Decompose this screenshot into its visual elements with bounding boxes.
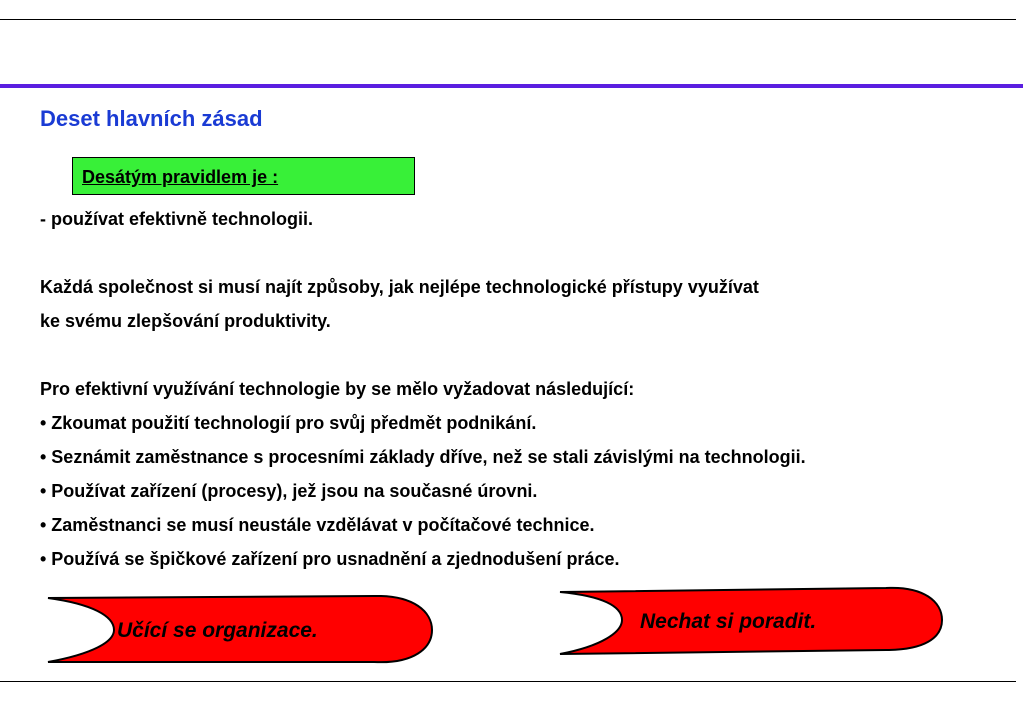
header-accent-divider	[0, 84, 1023, 88]
bullet-item: • Používá se špičkové zařízení pro usnadnění a zjednodušení práce.	[40, 549, 620, 569]
bullet-item: • Seznámit zaměstnance s procesními základy dříve, než se stali závislými na technologii.	[40, 447, 806, 467]
left-shape-label: Učící se organizace.	[117, 619, 318, 642]
rule-label-text: Desátým pravidlem je :	[82, 167, 279, 187]
bullet-item: • Používat zařízení (procesy), jež jsou na současné úrovni.	[40, 481, 538, 501]
top-divider	[0, 19, 1016, 20]
rule-label-box	[72, 157, 415, 195]
paragraph-1-line-1: Každá společnost si musí najít způsoby, jak nejlépe technologické přístupy využívat	[40, 277, 759, 297]
paragraph-1-line-2: ke svému zlepšování produktivity.	[40, 311, 331, 331]
right-shape-label: Nechat si poradit.	[640, 610, 817, 633]
paragraph-2: Pro efektivní využívání technologie by se mělo vyžadovat následující:	[40, 379, 635, 399]
bullet-item: • Zaměstnanci se musí neustále vzdělávat v počítačové technice.	[40, 515, 595, 535]
bullet-item: • Zkoumat použití technologií pro svůj předmět podnikání.	[40, 413, 537, 433]
intro-line: - používat efektivně technologii.	[40, 209, 314, 229]
slide-title: Deset hlavních zásad	[40, 106, 263, 131]
bottom-divider	[0, 681, 1016, 682]
